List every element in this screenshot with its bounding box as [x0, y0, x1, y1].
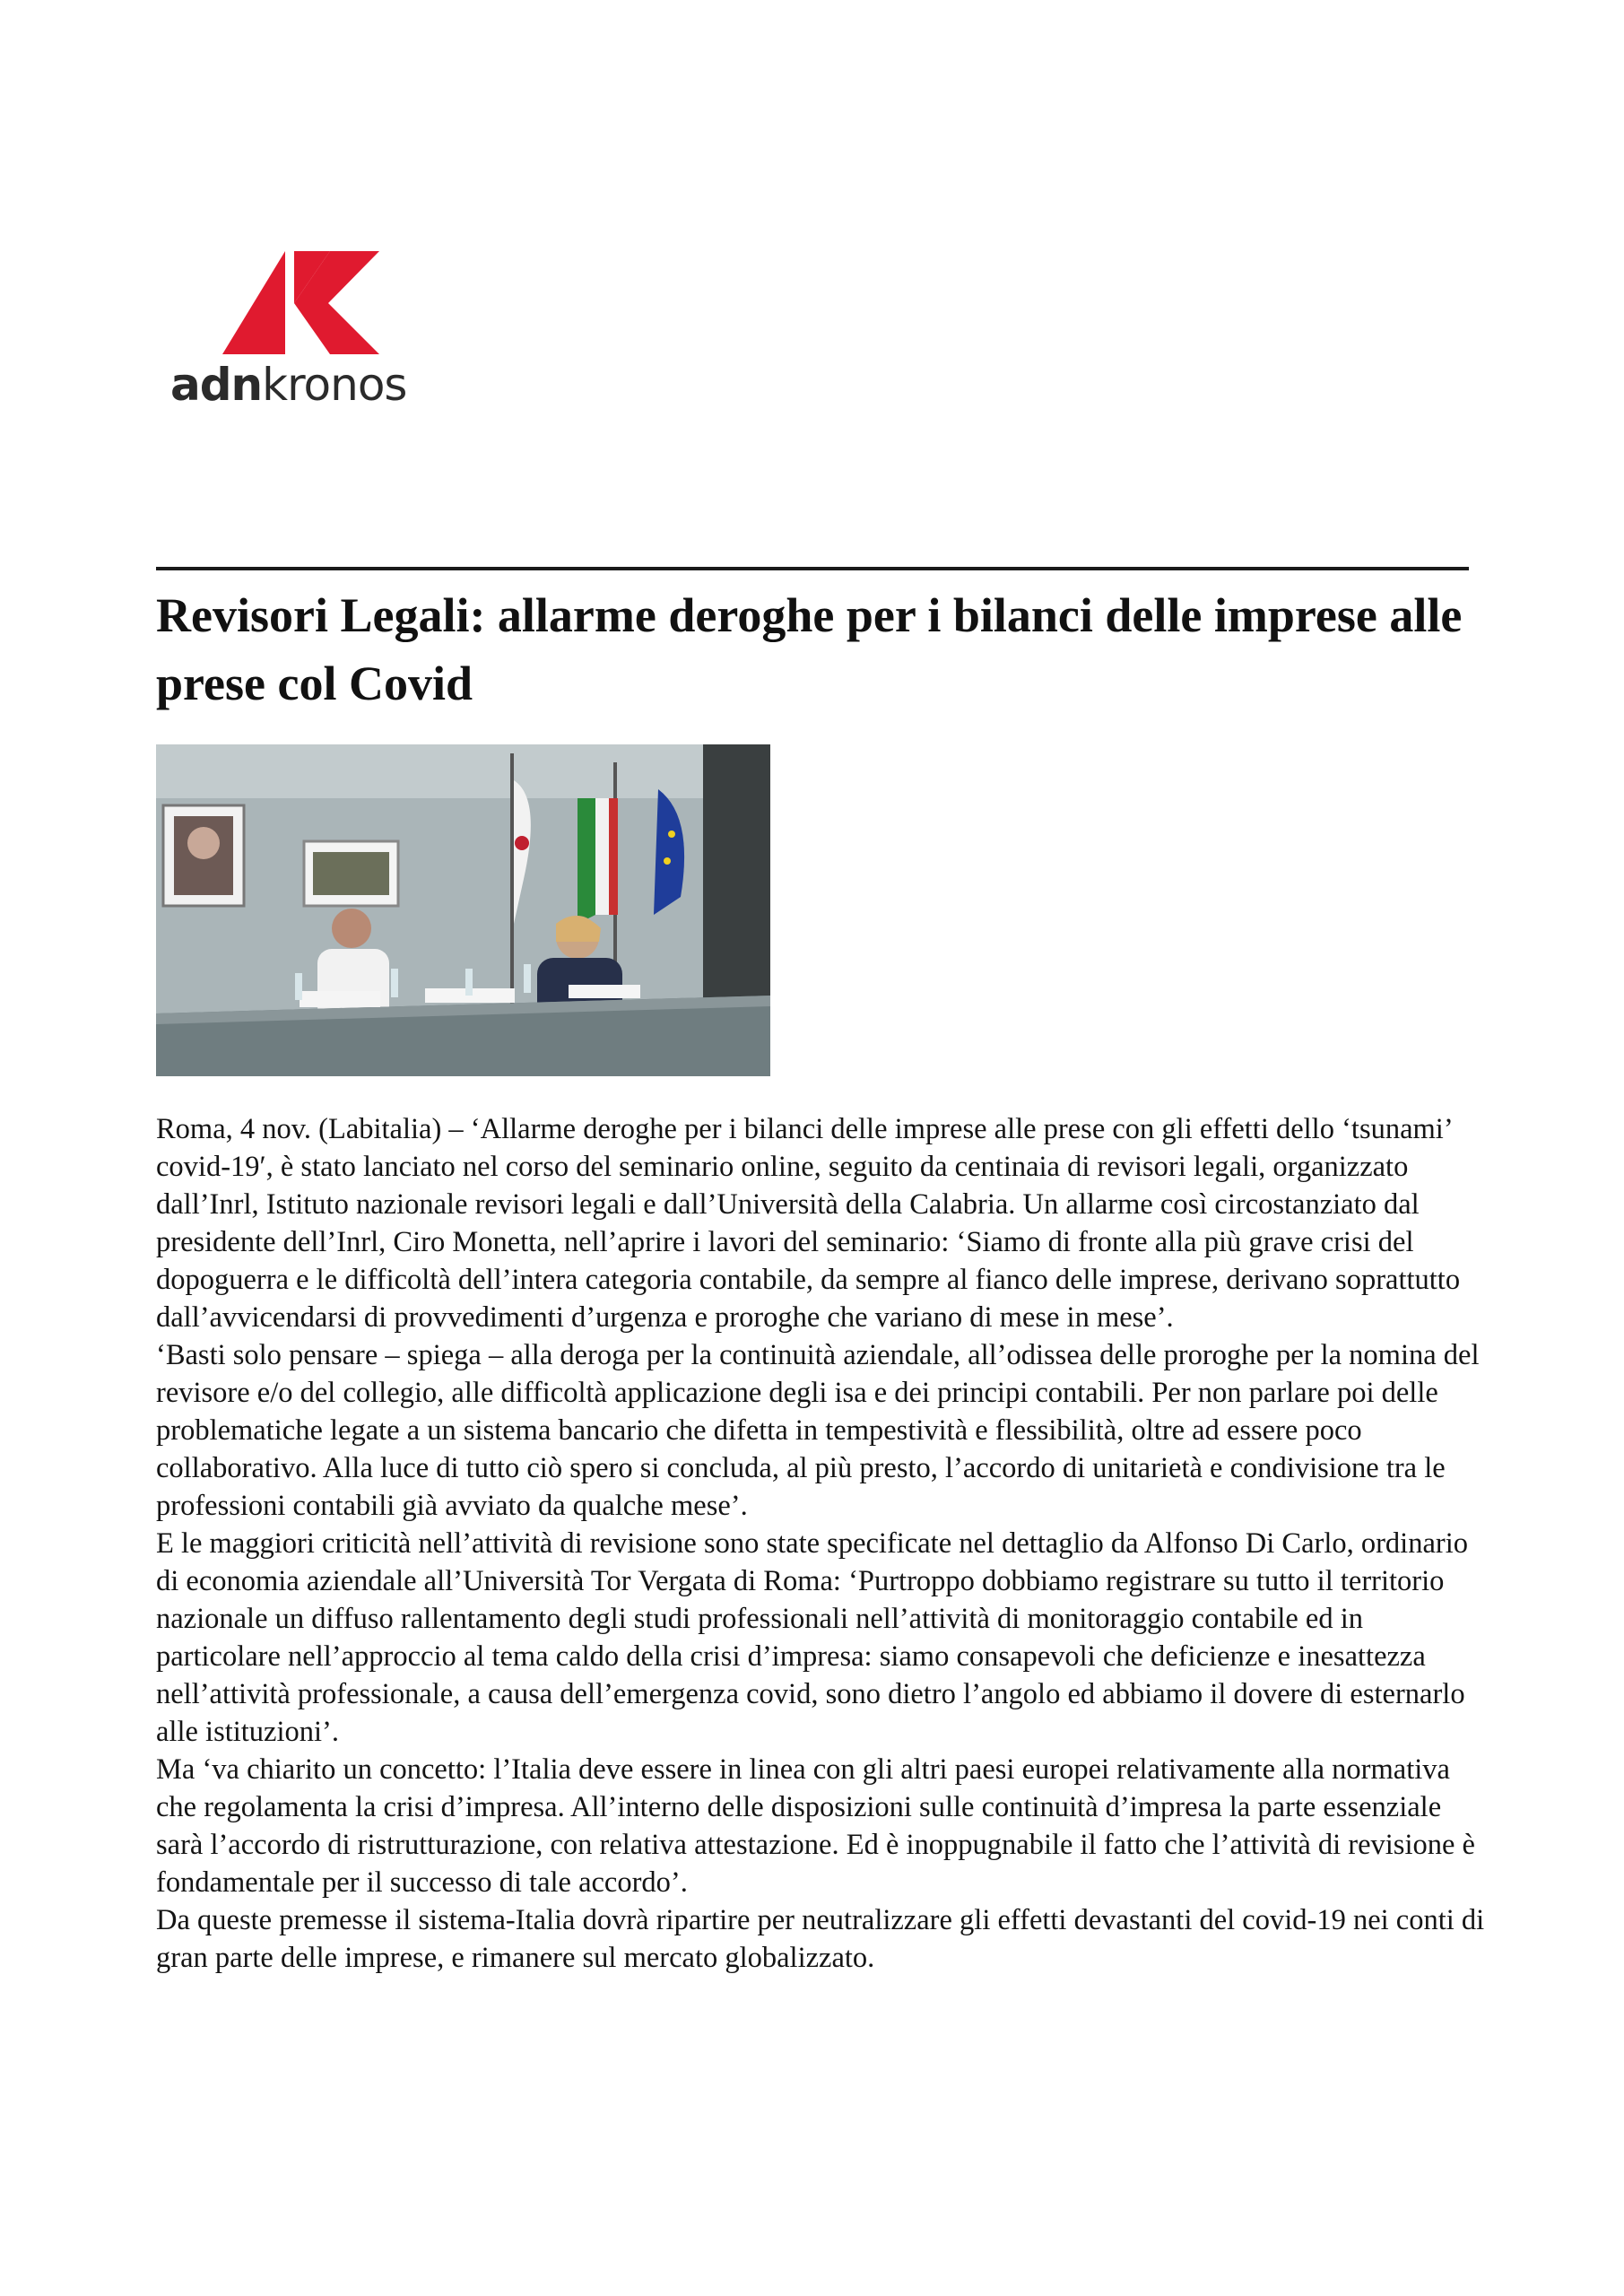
logo-wordmark — [170, 359, 406, 411]
adnkronos-k-mark-icon — [222, 251, 384, 354]
article-paragraph: ‘Basti solo pensare – spiega – alla deroga per la continuità aziendale, all’odissea delle proroghe per la nomina del revisore e/o del collegio, alle difficoltà applicazione degli isa e dei principi contabili. Per non parlare poi delle problematiche legate a un sistema bancario che difetta in tempestività e flessibilità, oltre ad essere poco collaborativo. Alla luce di tutto ciò spero si concluda, al più presto, l’accordo di unitarietà e condivisione tra le professioni contabili già avviato da qualche mese’. — [156, 1339, 1480, 1522]
article-paragraph: Ma ‘va chiarito un concetto: l’Italia deve essere in linea con gli altri paesi europei relativamente alla normativa che regolamenta la crisi d’impresa. All’interno delle disposizioni sulle continuità d’impresa la parte essenziale sarà l’accordo di ristrutturazione, con relativa attestazione. Ed è inoppugnabile il fatto che l’attività di revisione è fondamentale per il successo di tale accordo’. — [156, 1753, 1475, 1899]
article-body — [156, 1110, 1492, 1977]
adnkronos-logo — [170, 251, 439, 422]
article-paragraph: E le maggiori criticità nell’attività di revisione sono state specificate nel dettaglio da Alfonso Di Carlo, ordinario di economia aziendale all’Università Tor Vergata di Roma: ‘Purtroppo dobbiamo registrare su tutto il territorio nazionale un diffuso rallentamento degli studi professionali nell’attività di monitoraggio contabile ed in particolare nell’approccio al tema caldo della crisi d’impresa: siamo consapevoli che deficienze e inesattezza nell’attività professionale, a causa dell’emergenza covid, sono dietro l’angolo ed abbiamo il dovere di esternarlo alle istituzioni’. — [156, 1527, 1468, 1748]
logo-brand-bold: adn — [170, 359, 263, 411]
logo-brand-light: kronos — [262, 359, 407, 411]
article-paragraph: Da queste premesse il sistema-Italia dovrà ripartire per neutralizzare gli effetti devastanti del covid-19 nei conti di gran parte delle imprese, e rimanere sul mercato globalizzato. — [156, 1904, 1485, 1974]
article-photo — [156, 744, 770, 1076]
press-conference-photo-icon — [156, 744, 770, 1076]
article-headline: Revisori Legali: allarme deroghe per i bilanci delle imprese alle prese col Covid — [156, 588, 1463, 710]
article-paragraph: Roma, 4 nov. (Labitalia) – ‘Allarme deroghe per i bilanci delle imprese alle prese con gli effetti dello ‘tsunami’ covid-19′, è stato lanciato nel corso del seminario online, seguito da centinaia di revisori legali, organizzato dall’Inrl, Istituto nazionale revisori legali e dall’Università della Calabria. Un allarme così circostanziato dal presidente dell’Inrl, Ciro Monetta, nell’aprire i lavori del seminario: ‘Siamo di fronte alla più grave crisi del dopoguerra e le difficoltà dell’intera categoria contabile, da sempre al fianco delle imprese, derivano soprattutto dall’avvicendarsi di provvedimenti d’urgenza e proroghe che variano di mese in mese’. — [156, 1113, 1461, 1334]
headline-divider — [156, 567, 1469, 570]
